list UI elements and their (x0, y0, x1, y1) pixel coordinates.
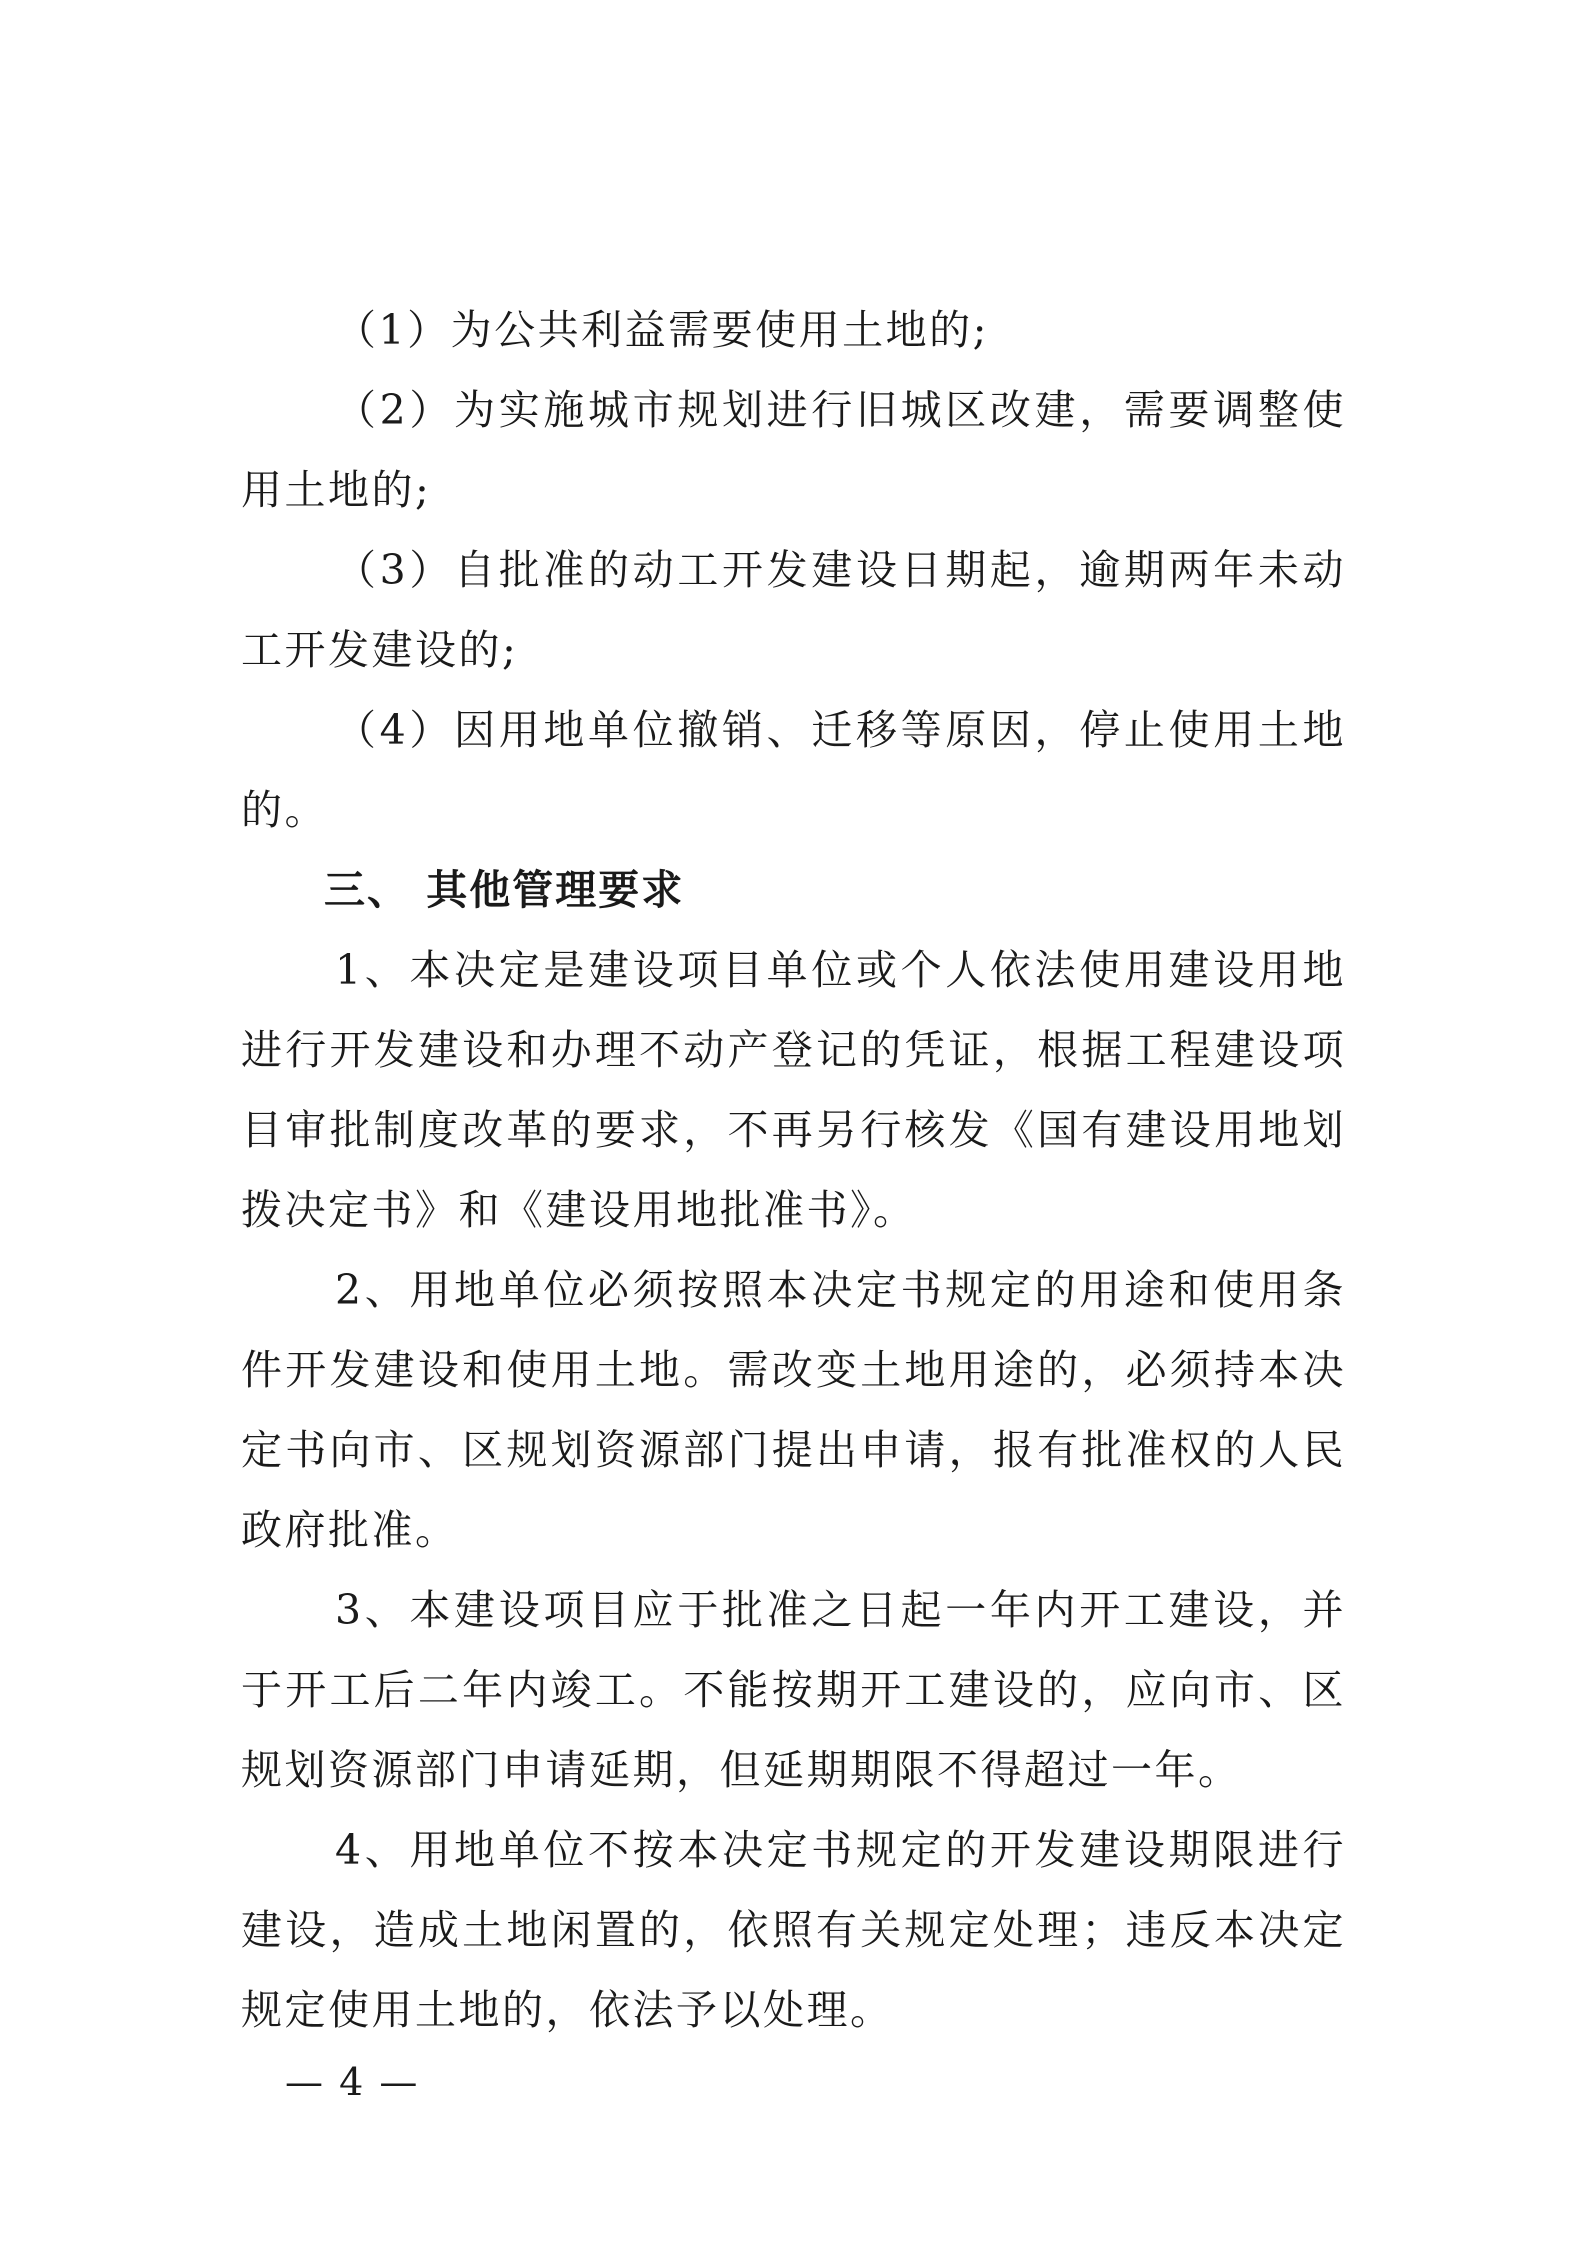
requirement-3: 3、本建设项目应于批准之日起一年内开工建设，并于开工后二年内竣工。不能按期开工建设的，应向市、区规划资源部门申请延期，但延期期限不得超过一年。 (241, 1586, 1346, 1794)
page-number: — 4 — (285, 2060, 420, 2104)
list-item-2: （2）为实施城市规划进行旧城区改建，需要调整使用土地的; (241, 386, 1346, 514)
document-body (241, 290, 1346, 2050)
list-item-3: （3）自批准的动工开发建设日期起，逾期两年未动工开发建设的; (241, 546, 1346, 674)
section-heading: 三、 其他管理要求 (324, 866, 685, 914)
requirement-1: 1、本决定是建设项目单位或个人依法使用建设用地进行开发建设和办理不动产登记的凭证，根据工程建设项目审批制度改革的要求，不再另行核发《国有建设用地划拨决定书》和《建设用地批准书》。 (241, 946, 1346, 1234)
list-item-1: （1）为公共利益需要使用土地的; (335, 306, 989, 354)
list-item-4: （4）因用地单位撤销、迁移等原因，停止使用土地的。 (241, 706, 1346, 834)
requirement-2: 2、用地单位必须按照本决定书规定的用途和使用条件开发建设和使用土地。需改变土地用途的，必须持本决定书向市、区规划资源部门提出申请，报有批准权的人民政府批准。 (241, 1266, 1346, 1554)
requirement-4: 4、用地单位不按本决定书规定的开发建设期限进行建设，造成土地闲置的，依照有关规定处理；违反本决定规定使用土地的，依法予以处理。 (241, 1826, 1346, 2034)
